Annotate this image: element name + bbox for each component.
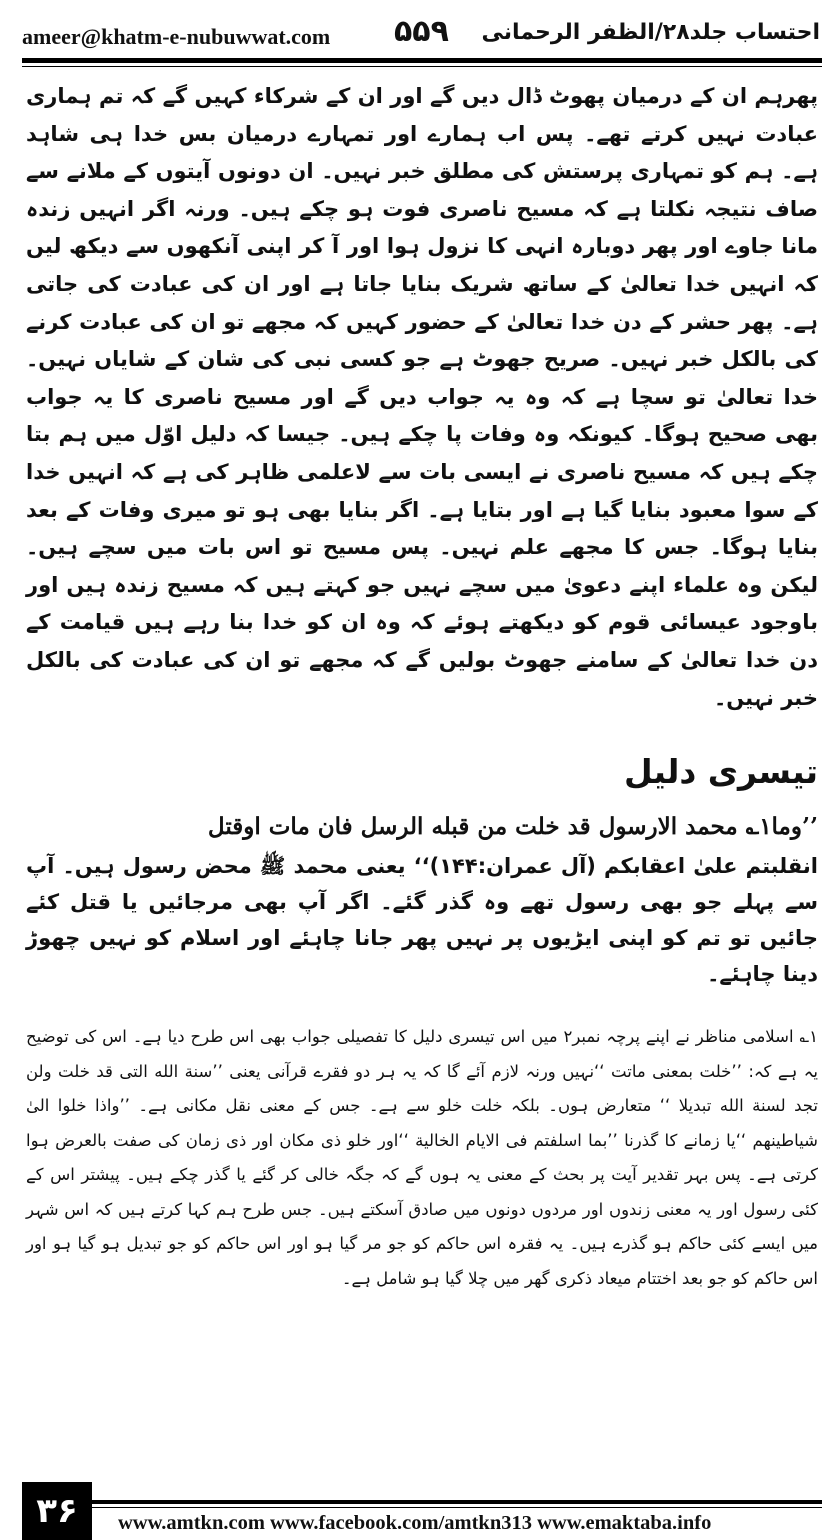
body-paragraph-text: پھرہم ان کے درمیان پھوٹ ڈال دیں گے اور ان کے شرکاء کہیں گے کہ تم ہماری عبادت نہیں کرتے تھے۔ پس اب ہمارے اور تمہارے درمیان بس خدا ہی شاہد ہے۔ ہم کو تمہاری پرستش کی مطلق خبر نہیں۔ ان دونوں آیتوں کے ملانے سے صاف نتیجہ نکلتا ہے کہ مسیح ناصری فوت ہو چکے ہیں۔ ورنہ اگر انہیں زندہ مانا جاوے اور پھر دوبارہ انہی کا نزول ہوا اور آ کر اپنی آنکھوں سے دیکھ لیں کہ انہیں خدا تعالیٰ کے ساتھ شریک بنایا جاتا ہے اور ان کی عبادت کی جاتی ہے۔ پھر حشر کے دن خدا تعالیٰ کے حضور کہیں کہ مجھے تو ان کی عبادت کرنے کی بالکل خبر نہیں۔ صریح جھوٹ ہے جو کسی نبی کی شان کے شایاں نہیں۔ خدا تعالیٰ تو سچا ہے کہ وہ یہ جواب دیں گے اور مسیح ناصری کا یہ جواب بھی صحیح ہوگا۔ کیونکہ وہ وفات پا چکے ہیں۔ جیسا کہ دلیل اوّل میں ہم بتا چکے ہیں کہ مسیح ناصری نے ایسی بات سے لاعلمی ظاہر کی ہے کہ انہیں خدا کے سوا معبود بنایا گیا ہے اور بتایا ہے۔ اگر بنایا بھی ہو تو میری وفات کے بعد بنایا ہوگا۔ جس کا مجھے علم نہیں۔ پس مسیح تو اس بات میں سچے ہیں۔ لیکن وہ علماء اپنے دعویٰ میں سچے نہیں جو کہتے ہیں کہ مسیح زندہ ہیں اور باوجود عیسائی قوم کو دیکھتے ہوئے کہ وہ ان کو خدا بنا رہے ہیں قیامت کے دن خدا تعالیٰ کے سامنے جھوٹ بولیں گے کہ مجھے تو ان کی عبادت کی بالکل خبر نہیں۔ — [26, 84, 819, 710]
quote-translation: انقلبتم علیٰ اعقابکم (آل عمران:۱۴۴)‘‘ یعنی محمد ﷺ محض رسول ہیں۔ آپ سے پہلے جو بھی رسول تھے وہ گذر گئے۔ اگر آپ بھی مرجائیں یا قتل کئے جائیں تو تم کو اپنی ایڑیوں پر نہیں پھر جانا چاہئے اور اسلام کو نہیں چھوڑ دینا چاہئے۔ — [26, 854, 818, 986]
footnote-text: ۱؎ اسلامی مناظر نے اپنے پرچہ نمبر۲ میں اس تیسری دلیل کا تفصیلی جواب بھی اس طرح دیا ہے۔ اس کی توضیح یہ ہے کہ: ’’خلت بمعنی ماتت ‘‘نہیں ورنہ لازم آئے گا کہ یہ ہر دو فقرے قرآنی یعنی ’’سنة الله التی قد خلت ولن تجد لسنة الله تبدیلا ‘‘ متعارض ہوں۔ بلکہ خلت خلو سے ہے۔ جس کے معنی نقل مکانی ہے۔ ’’واذا خلوا الیٰ شیاطینهم ‘‘یا زمانے کا گذرنا ’’بما اسلفتم فی الایام الخالیة ‘‘اور خلو ذی مکان اور ذی زمان کی صفت بالعرض ہوا کرتی ہے۔ پس بہر تقدیر آیت پر بحث کے معنی یہ ہوں گے کہ جگہ خالی کر گئے یا گذر چکے ہیں۔ پیشتر اس کے کئی رسول اور یہ معنی زندوں اور مردوں دونوں میں صادق آسکتے ہیں۔ جس طرح ہم کہا کرتے ہیں کہ اس شہر میں ایسے کئی حاکم ہو گذرے ہیں۔ یہ فقرہ اس حاکم کو جو مر گیا ہو اور اس حاکم کو جو تبدیل ہو گیا ہو اور اس حاکم کو جو بعد اختتام میعاد ذکری گھر میں چلا گیا ہو شامل ہے۔ — [26, 1027, 818, 1288]
footer-rule — [92, 1500, 822, 1504]
header-email: ameer@khatm-e-nubuwwat.com — [22, 24, 331, 49]
header-rule — [22, 58, 822, 63]
section-heading: تیسری دلیل — [624, 752, 818, 791]
header-rule-thin — [22, 66, 822, 67]
header-title: احتساب جلد۲۸/الظفر الرحمانی — [481, 20, 820, 45]
footer-rule-thin — [92, 1507, 822, 1508]
body-paragraph — [26, 78, 818, 717]
footer-links: www.amtkn.com www.facebook.com/amtkn313 www.emaktaba.info — [118, 1512, 712, 1534]
quran-quote: ’’وما۱؎ محمد الارسول قد خلت من قبله الرسل فان مات اوقتل — [207, 813, 818, 840]
footnote — [26, 1020, 818, 1296]
header-page-number: ۵۵۹ — [394, 14, 449, 49]
page-header — [22, 10, 822, 54]
footer-page-number: ۳۶ — [22, 1482, 92, 1540]
